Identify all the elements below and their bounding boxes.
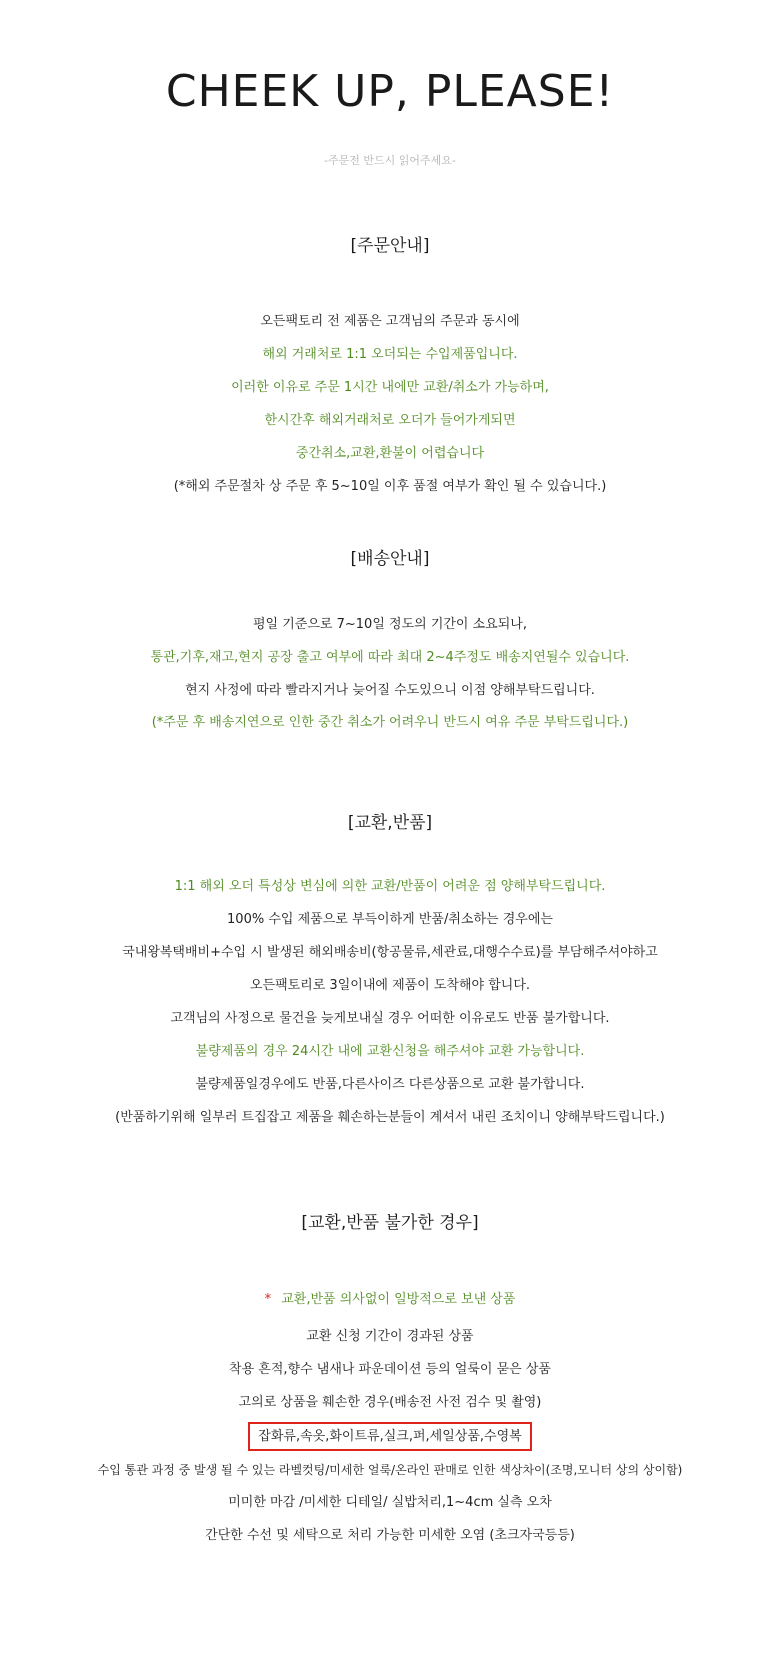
exchange-line: 국내왕복택배비+수입 시 발생된 해외배송비(항공물류,세관료,대행수수료)를 부담해주셔야하고 [122, 945, 658, 960]
shipping-line: 통관,기후,재고,현지 공장 출고 여부에 따라 최대 2~4주정도 배송지연될수 있습니다. [150, 650, 630, 665]
not-allowed-line: 수입 통관 과정 중 발생 될 수 있는 라벨컷팅/미세한 얼룩/온라인 판매로 인한 색상차이(조명,모니터 상의 상이함) [97, 1463, 683, 1477]
shipping-line: 평일 기준으로 7~10일 정도의 기간이 소요되나, [253, 617, 527, 632]
page-subtitle: -주문전 반드시 읽어주세요- [324, 154, 456, 167]
not-allowed-line: 미미한 마감 /미세한 디테일/ 실밥처리,1~4cm 실측 오차 [228, 1495, 552, 1510]
exchange-line: 고객님의 사정으로 물건을 늦게보내실 경우 어떠한 이유로도 반품 불가합니다. [170, 1011, 610, 1026]
exchange-line: 오든팩토리로 3일이내에 제품이 도착해야 합니다. [249, 978, 531, 993]
order-line: 해외 거래처로 1:1 오더되는 수입제품입니다. [262, 347, 518, 362]
order-line: (*해외 주문절차 상 주문 후 5~10일 이후 품절 여부가 확인 될 수 있습니다.) [173, 479, 607, 494]
order-heading: [주문안내] [350, 236, 430, 256]
red-star-marker: * [264, 1292, 272, 1307]
not-allowed-line: 고의로 상품을 훼손한 경우(배송전 사전 검수 및 촬영) [238, 1395, 542, 1410]
not-allowed-line: 착용 흔적,향수 냄새나 파운데이션 등의 얼룩이 묻은 상품 [229, 1362, 551, 1377]
order-line: 오든팩토리 전 제품은 고객님의 주문과 동시에 [260, 314, 520, 329]
not-allowed-heading: [교환,반품 불가한 경우] [301, 1213, 479, 1233]
not-allowed-line: 간단한 수선 및 세탁으로 처리 가능한 미세한 오염 (초크자국등등) [205, 1528, 575, 1543]
shipping-heading: [배송안내] [350, 549, 430, 569]
not-allowed-line [0, 1291, 780, 1309]
not-allowed-line: 교환 신청 기간이 경과된 상품 [306, 1329, 474, 1344]
exchange-heading: [교환,반품] [347, 813, 433, 833]
not-allowed-line: 잡화류,속옷,화이트류,실크,퍼,세일상품,수영복 [258, 1429, 522, 1444]
order-line: 한시간후 해외거래처로 오더가 들어가게되면 [264, 413, 516, 428]
page-title: CHEEK UP, PLEASE! [165, 66, 615, 117]
exchange-line: 불량제품의 경우 24시간 내에 교환신청을 해주셔야 교환 가능합니다. [195, 1044, 585, 1059]
exchange-line: 불량제품일경우에도 반품,다른사이즈 다른상품으로 교환 불가합니다. [195, 1077, 585, 1092]
exchange-line: 1:1 해외 오더 특성상 변심에 의한 교환/반품이 어려운 점 양해부탁드립니다. [174, 879, 606, 894]
shipping-line: 현지 사정에 따라 빨라지거나 늦어질 수도있으니 이점 양해부탁드립니다. [185, 683, 595, 698]
not-allowed-text: 교환,반품 의사없이 일방적으로 보낸 상품 [281, 1292, 516, 1307]
order-line: 중간취소,교환,환불이 어렵습니다 [295, 446, 485, 461]
exchange-line: 100% 수입 제품으로 부득이하게 반품/취소하는 경우에는 [227, 912, 553, 927]
exchange-line: (반품하기위해 일부러 트집잡고 제품을 훼손하는분들이 계셔서 내린 조치이니 양해부탁드립니다.) [115, 1110, 665, 1125]
shipping-line: (*주문 후 배송지연으로 인한 중간 취소가 어려우니 반드시 여유 주문 부탁드립니다.) [151, 715, 629, 730]
order-line: 이러한 이유로 주문 1시간 내에만 교환/취소가 가능하며, [231, 380, 549, 395]
